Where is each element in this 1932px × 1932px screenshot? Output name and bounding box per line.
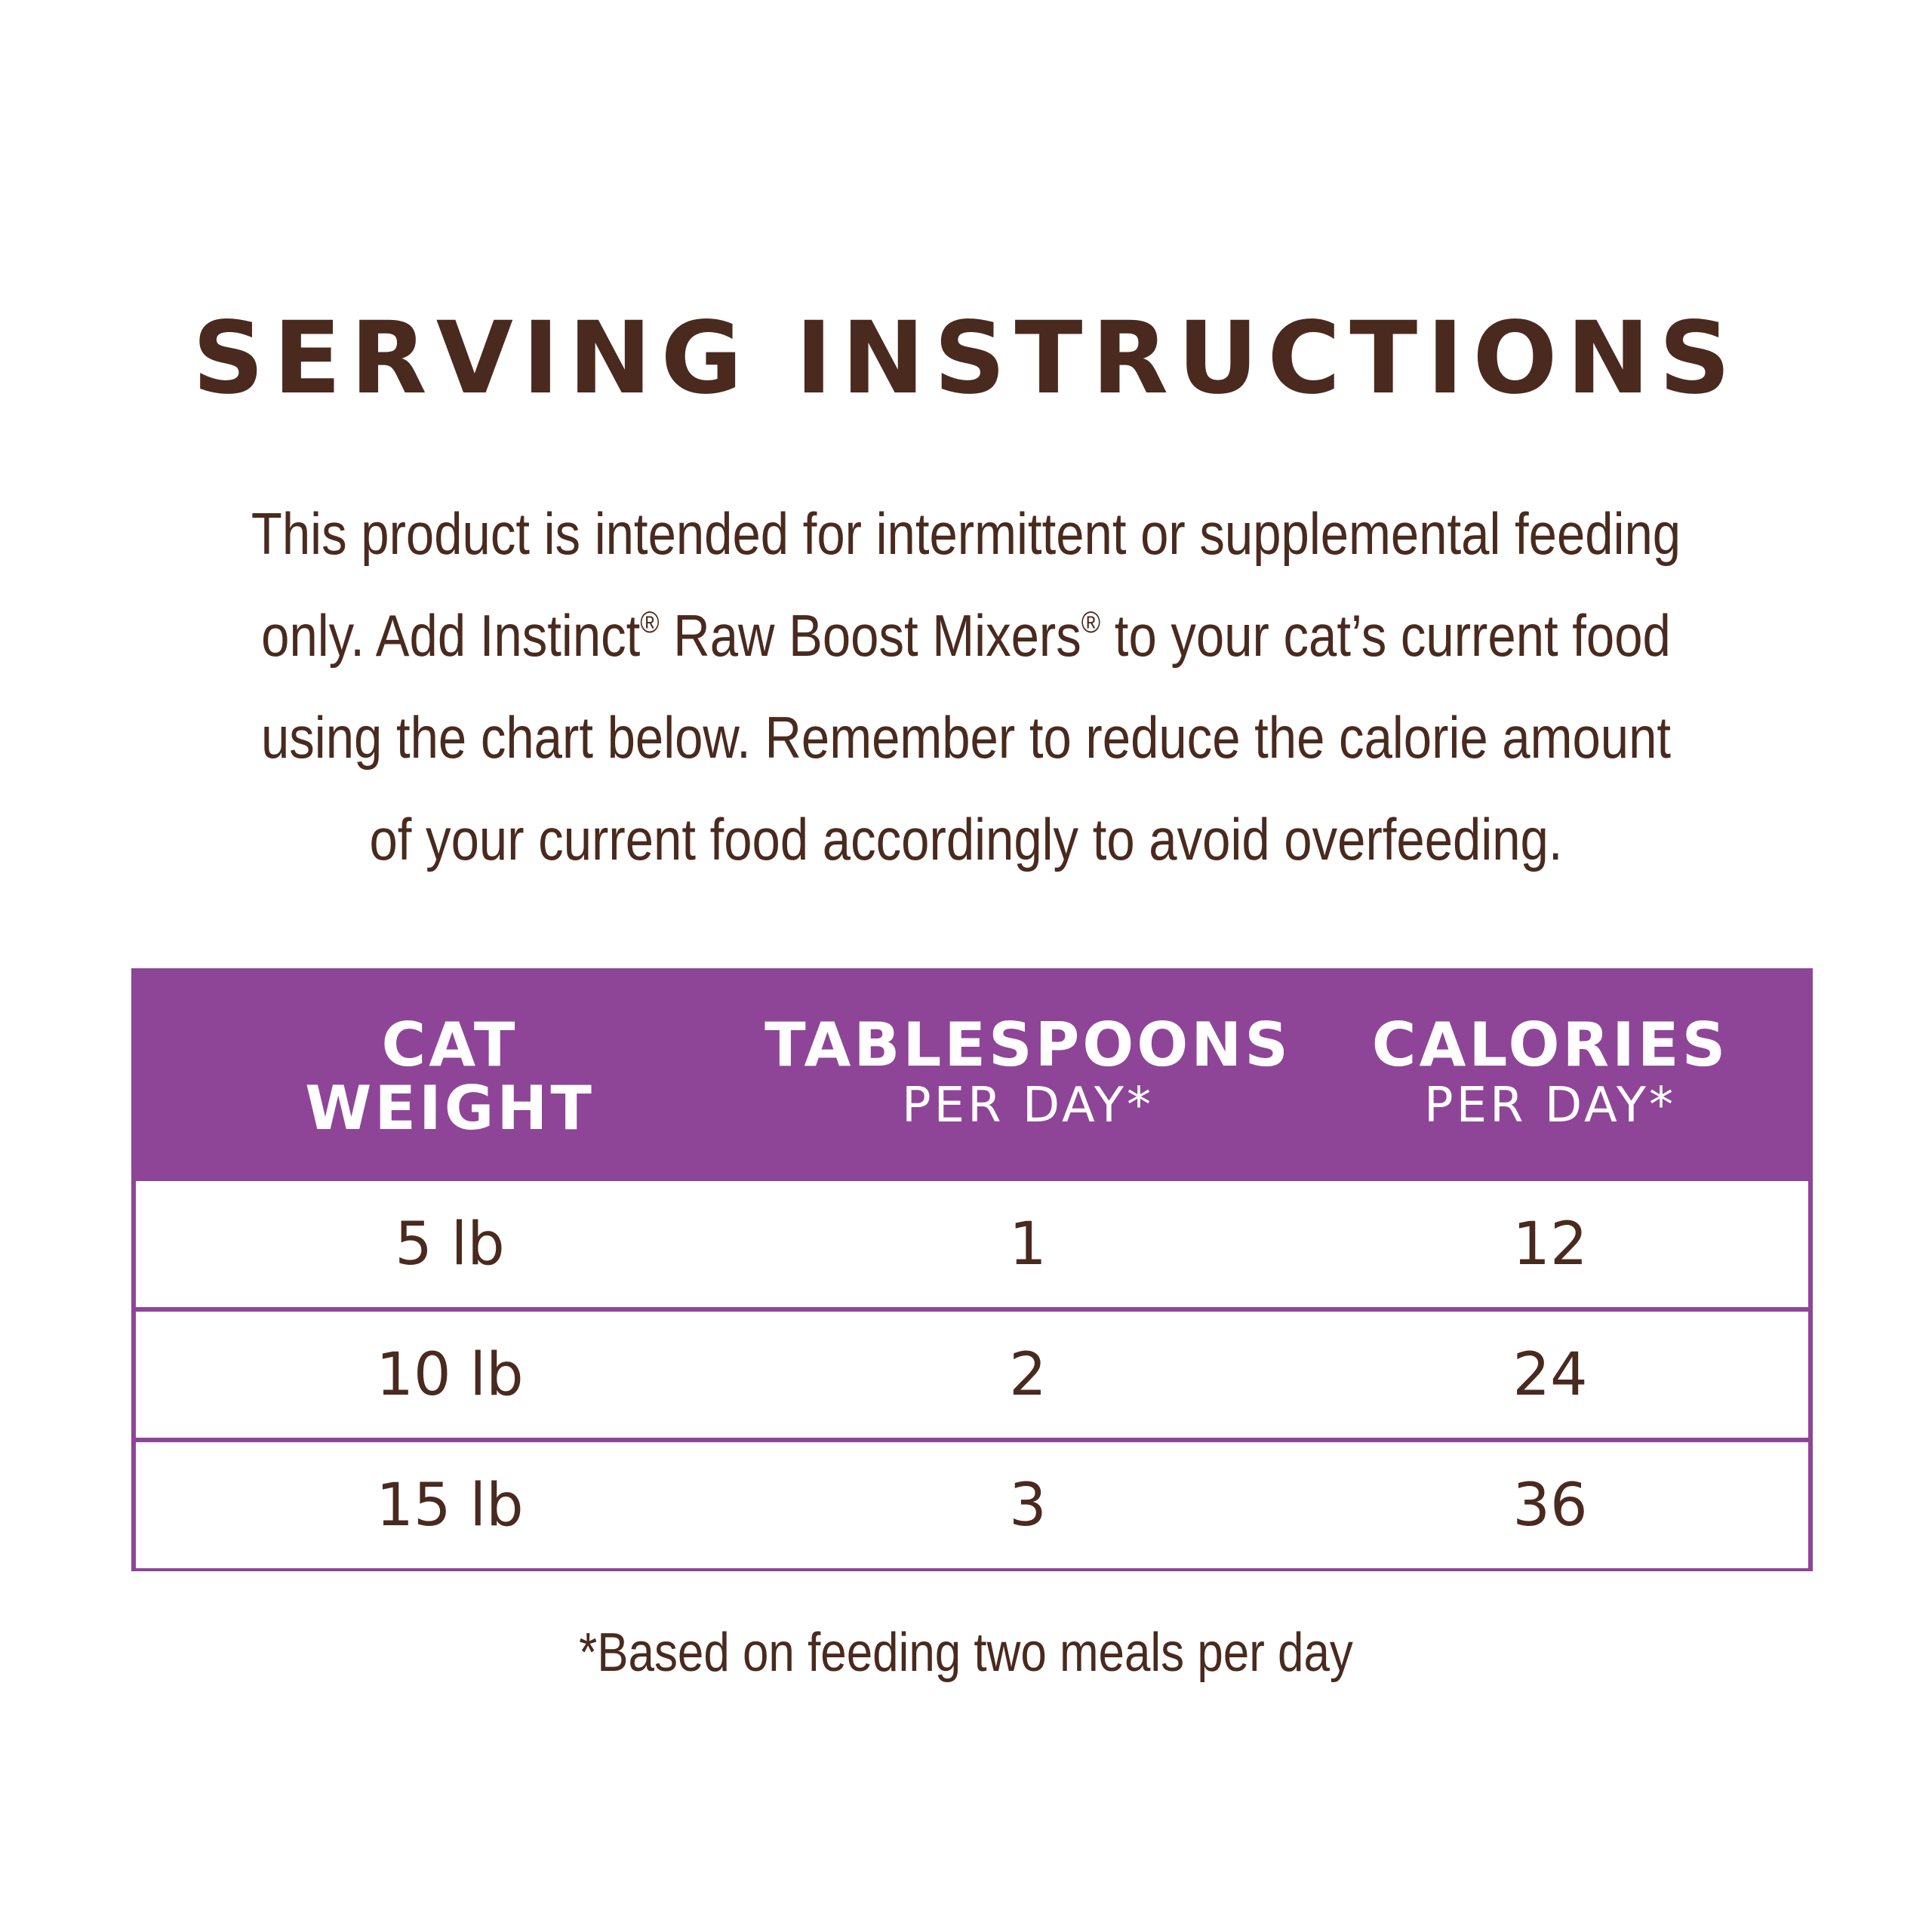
- header-tablespoons-main: TABLESPOONS: [764, 1010, 1291, 1080]
- cell-cat-weight: 15 lb: [376, 1471, 524, 1540]
- table-header: [136, 968, 1808, 1181]
- intro-line-1: This product is intended for intermittent or supplemental feeding: [251, 500, 1681, 567]
- header-cat-weight-line2: WEIGHT: [305, 1073, 595, 1143]
- intro-line-4: of your current food accordingly to avoid overfeeding.: [369, 806, 1563, 872]
- intro-line-2b: Raw Boost Mixers: [659, 602, 1081, 669]
- cell-tablespoons: 1: [1009, 1210, 1047, 1278]
- table-row: [136, 1312, 1808, 1438]
- registered-mark: ®: [640, 606, 660, 639]
- cell-calories: 12: [1512, 1210, 1588, 1278]
- cell-cat-weight: 5 lb: [395, 1210, 505, 1278]
- cell-tablespoons: 3: [1009, 1471, 1047, 1540]
- cell-tablespoons: 2: [1009, 1340, 1047, 1409]
- intro-paragraph: [232, 483, 1700, 891]
- header-cat-weight: [136, 968, 764, 1143]
- footnote: *Based on feeding two meals per day: [579, 1623, 1353, 1683]
- intro-line-2c: to your cat’s current food: [1100, 602, 1671, 669]
- registered-mark: ®: [1081, 606, 1101, 639]
- intro-line-2a: only. Add Instinct: [261, 602, 641, 669]
- feeding-table: [131, 968, 1813, 1571]
- page-title: SERVING INSTRUCTIONS: [192, 300, 1740, 417]
- intro-line-2: [232, 585, 1700, 687]
- header-calories-sub: PER DAY*: [1424, 1078, 1676, 1134]
- table-row: [136, 1181, 1808, 1307]
- header-calories: [1292, 968, 1808, 1134]
- intro-line-3: using the chart below. Remember to reduce the calorie amount: [260, 704, 1672, 771]
- header-calories-main: CALORIES: [1371, 1010, 1729, 1080]
- cell-calories: 36: [1512, 1471, 1588, 1540]
- header-cat-weight-line1: CAT: [381, 1010, 518, 1080]
- table-body: [136, 1181, 1808, 1568]
- header-tablespoons: [764, 968, 1292, 1134]
- cell-calories: 24: [1512, 1340, 1588, 1409]
- cell-cat-weight: 10 lb: [376, 1340, 524, 1409]
- table-row: [136, 1442, 1808, 1568]
- header-tablespoons-sub: PER DAY*: [902, 1078, 1154, 1134]
